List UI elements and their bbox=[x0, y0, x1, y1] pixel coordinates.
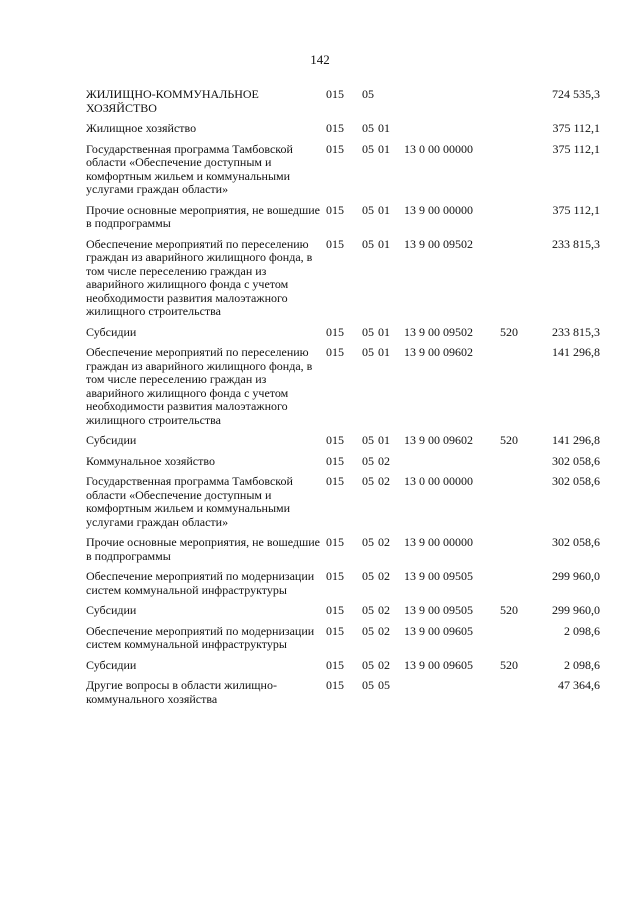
row-section-code: 05 bbox=[362, 678, 374, 692]
row-ved-code: 015 bbox=[326, 236, 344, 251]
row-ved-code: 015 bbox=[326, 678, 344, 692]
row-amount: 2 098,6 bbox=[564, 623, 600, 638]
row-subsection-code bbox=[378, 88, 404, 122]
row-subsection-code: 02 bbox=[378, 657, 390, 672]
row-section-code: 05 bbox=[362, 236, 374, 251]
row-ved-code: 015 bbox=[326, 453, 344, 468]
row-subsection-code: 01 bbox=[378, 236, 390, 251]
row-subsection-code: 01 bbox=[378, 433, 390, 447]
table-row bbox=[86, 143, 600, 204]
row-expense-type-code bbox=[500, 143, 530, 204]
row-name: Субсидии bbox=[86, 603, 137, 617]
row-amount: 299 960,0 bbox=[552, 603, 600, 617]
row-amount: 233 815,3 bbox=[552, 236, 600, 251]
row-subsection-code: 02 bbox=[378, 535, 390, 549]
row-subsection-code: 01 bbox=[378, 141, 390, 156]
row-amount: 2 098,6 bbox=[564, 657, 600, 672]
row-target-article-code bbox=[404, 455, 500, 476]
row-expense-type-code bbox=[500, 122, 530, 143]
row-name: Обеспечение мероприятий по модернизации систем коммунальной инфраструктуры bbox=[86, 623, 315, 651]
row-target-article-code bbox=[404, 88, 500, 122]
row-expense-type-code bbox=[500, 570, 530, 604]
table-row bbox=[86, 346, 600, 434]
row-target-article-code: 13 9 00 00000 bbox=[404, 535, 473, 549]
row-name: Субсидии bbox=[86, 433, 137, 447]
row-amount: 375 112,1 bbox=[552, 141, 600, 156]
row-section-code: 05 bbox=[362, 569, 374, 583]
row-name: Субсидии bbox=[86, 657, 137, 672]
table-row bbox=[86, 326, 600, 347]
row-target-article-code: 13 9 00 09602 bbox=[404, 433, 473, 447]
row-name: Государственная программа Тамбовской области «Обеспечение доступным и комфортным жильем и коммунальными услугами граждан области» bbox=[86, 474, 293, 529]
table-row bbox=[86, 659, 600, 680]
row-target-article-code: 13 0 00 00000 bbox=[404, 141, 473, 156]
row-amount: 141 296,8 bbox=[552, 345, 600, 359]
row-expense-type-code: 520 bbox=[500, 324, 518, 339]
row-expense-type-code bbox=[500, 88, 530, 122]
row-subsection-code: 02 bbox=[378, 603, 390, 617]
row-ved-code: 015 bbox=[326, 657, 344, 672]
row-section-code: 05 bbox=[362, 87, 374, 101]
budget-table-body bbox=[86, 88, 600, 713]
row-expense-type-code bbox=[500, 238, 530, 326]
row-target-article-code: 13 9 00 09605 bbox=[404, 623, 473, 638]
table-row bbox=[86, 475, 600, 536]
row-section-code: 05 bbox=[362, 657, 374, 672]
row-target-article-code: 13 9 00 09602 bbox=[404, 345, 473, 359]
row-name: Прочие основные мероприятия, не вошедшие в подпрограммы bbox=[86, 535, 320, 563]
table-row bbox=[86, 604, 600, 625]
row-subsection-code: 01 bbox=[378, 324, 390, 339]
row-section-code: 05 bbox=[362, 121, 374, 135]
row-amount: 375 112,1 bbox=[552, 202, 600, 217]
row-section-code: 05 bbox=[362, 433, 374, 447]
row-name: ЖИЛИЩНО-КОММУНАЛЬНОЕ ХОЗЯЙСТВО bbox=[86, 87, 259, 115]
row-name: Обеспечение мероприятий по переселению граждан из аварийного жилищного фонда, в том числе переселению граждан из аварийного жилищного фонда с учетом необходимости развития малоэтажного жилищного строительства bbox=[86, 345, 313, 427]
row-target-article-code: 13 9 00 09502 bbox=[404, 324, 473, 339]
row-subsection-code: 02 bbox=[378, 453, 390, 468]
row-section-code: 05 bbox=[362, 453, 374, 468]
row-ved-code: 015 bbox=[326, 603, 344, 617]
row-subsection-code: 05 bbox=[378, 678, 390, 692]
row-target-article-code: 13 9 00 09505 bbox=[404, 603, 473, 617]
row-name: Субсидии bbox=[86, 324, 137, 339]
row-amount: 299 960,0 bbox=[552, 569, 600, 583]
row-ved-code: 015 bbox=[326, 433, 344, 447]
row-amount: 724 535,3 bbox=[552, 87, 600, 101]
row-amount: 302 058,6 bbox=[552, 535, 600, 549]
row-section-code: 05 bbox=[362, 141, 374, 156]
page-number: 142 bbox=[310, 52, 330, 67]
row-name: Обеспечение мероприятий по модернизации систем коммунальной инфраструктуры bbox=[86, 569, 315, 597]
row-section-code: 05 bbox=[362, 345, 374, 359]
table-row bbox=[86, 679, 600, 713]
table-row bbox=[86, 625, 600, 659]
row-ved-code: 015 bbox=[326, 569, 344, 583]
row-target-article-code: 13 9 00 09505 bbox=[404, 569, 473, 583]
row-expense-type-code bbox=[500, 475, 530, 536]
row-expense-type-code bbox=[500, 679, 530, 713]
table-row bbox=[86, 88, 600, 122]
table-row bbox=[86, 434, 600, 455]
row-name: Коммунальное хозяйство bbox=[86, 453, 215, 468]
row-ved-code: 015 bbox=[326, 202, 344, 217]
row-ved-code: 015 bbox=[326, 141, 344, 156]
row-subsection-code: 02 bbox=[378, 569, 390, 583]
row-expense-type-code bbox=[500, 536, 530, 570]
row-target-article-code: 13 9 00 00000 bbox=[404, 202, 473, 217]
row-ved-code: 015 bbox=[326, 121, 344, 135]
row-expense-type-code bbox=[500, 346, 530, 434]
row-amount: 302 058,6 bbox=[552, 474, 600, 488]
row-expense-type-code bbox=[500, 204, 530, 238]
row-target-article-code bbox=[404, 122, 500, 143]
row-name: Обеспечение мероприятий по переселению граждан из аварийного жилищного фонда, в том числе переселению граждан из аварийного жилищного фонда с учетом необходимости развития малоэтажного жилищного строительства bbox=[86, 236, 313, 318]
row-ved-code: 015 bbox=[326, 87, 344, 101]
row-amount: 47 364,6 bbox=[558, 678, 600, 692]
row-expense-type-code bbox=[500, 625, 530, 659]
row-section-code: 05 bbox=[362, 202, 374, 217]
row-target-article-code bbox=[404, 679, 500, 713]
row-ved-code: 015 bbox=[326, 535, 344, 549]
row-amount: 141 296,8 bbox=[552, 433, 600, 447]
row-name: Прочие основные мероприятия, не вошедшие в подпрограммы bbox=[86, 202, 320, 230]
row-expense-type-code: 520 bbox=[500, 603, 518, 617]
row-subsection-code: 01 bbox=[378, 345, 390, 359]
table-row bbox=[86, 455, 600, 476]
row-amount: 375 112,1 bbox=[552, 121, 600, 135]
row-subsection-code: 02 bbox=[378, 623, 390, 638]
row-name: Жилищное хозяйство bbox=[86, 121, 197, 135]
row-section-code: 05 bbox=[362, 535, 374, 549]
row-ved-code: 015 bbox=[326, 474, 344, 488]
row-name: Другие вопросы в области жилищно-коммунального хозяйства bbox=[86, 678, 277, 706]
row-target-article-code: 13 9 00 09605 bbox=[404, 657, 473, 672]
row-expense-type-code: 520 bbox=[500, 433, 518, 447]
budget-table bbox=[86, 88, 600, 713]
row-subsection-code: 02 bbox=[378, 474, 390, 488]
row-amount: 233 815,3 bbox=[552, 324, 600, 339]
row-section-code: 05 bbox=[362, 474, 374, 488]
row-ved-code: 015 bbox=[326, 324, 344, 339]
row-ved-code: 015 bbox=[326, 623, 344, 638]
row-target-article-code: 13 9 00 09502 bbox=[404, 236, 473, 251]
row-name: Государственная программа Тамбовской области «Обеспечение доступным и комфортным жильем и коммунальными услугами граждан области» bbox=[86, 141, 293, 196]
table-row bbox=[86, 204, 600, 238]
row-section-code: 05 bbox=[362, 324, 374, 339]
row-subsection-code: 01 bbox=[378, 121, 390, 135]
row-section-code: 05 bbox=[362, 603, 374, 617]
row-subsection-code: 01 bbox=[378, 202, 390, 217]
table-row bbox=[86, 570, 600, 604]
row-target-article-code: 13 0 00 00000 bbox=[404, 474, 473, 488]
row-expense-type-code: 520 bbox=[500, 657, 518, 672]
row-amount: 302 058,6 bbox=[552, 453, 600, 468]
table-row bbox=[86, 238, 600, 326]
table-row bbox=[86, 122, 600, 143]
row-ved-code: 015 bbox=[326, 345, 344, 359]
table-row bbox=[86, 536, 600, 570]
row-section-code: 05 bbox=[362, 623, 374, 638]
row-expense-type-code bbox=[500, 455, 530, 476]
